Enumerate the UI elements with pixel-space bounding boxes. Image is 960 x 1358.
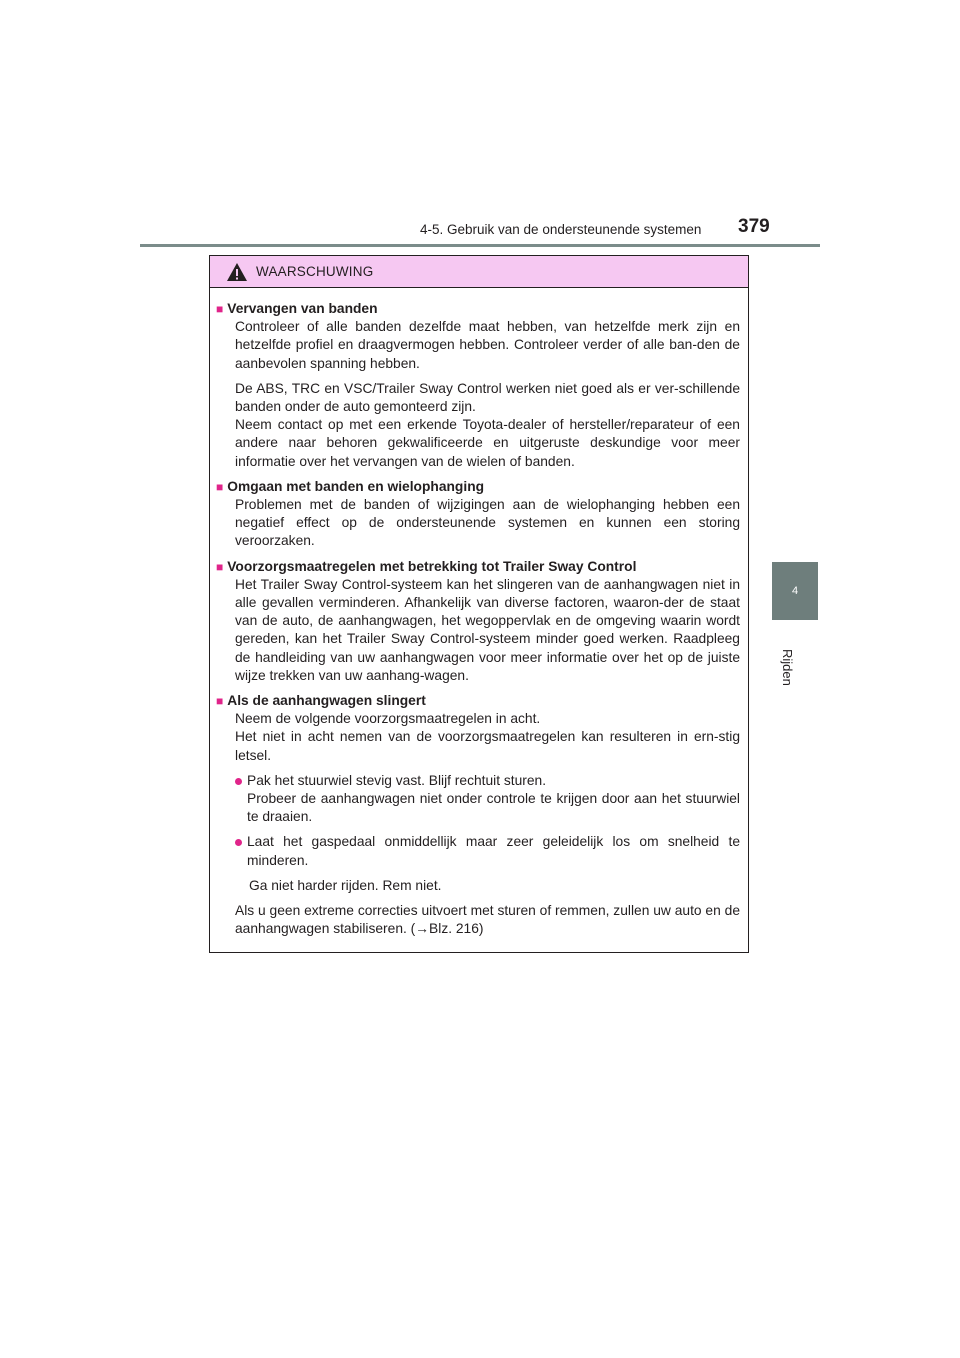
square-bullet-icon: ■ bbox=[216, 302, 224, 316]
section-tire-suspension bbox=[216, 478, 740, 551]
chapter-tab-label: Rijden bbox=[780, 649, 795, 686]
warning-content bbox=[210, 288, 748, 939]
chapter-header: 4-5. Gebruik van de ondersteunende systemen bbox=[420, 222, 702, 237]
chapter-tab: 4 bbox=[772, 562, 818, 620]
section-title: ■ Voorzorgsmaatregelen met betrekking tot Trailer Sway Control bbox=[216, 558, 740, 576]
section-title: ■ Als de aanhangwagen slingert bbox=[216, 692, 740, 710]
warning-triangle-icon bbox=[226, 262, 248, 282]
paragraph: Neem contact op met een erkende Toyota-dealer of hersteller/reparateur of een andere naar behoren gekwalificeerde en uitgeruste deskundige voor meer informatie over het vervangen van de wielen of banden. bbox=[235, 417, 740, 469]
list-item bbox=[235, 833, 740, 869]
warning-box bbox=[209, 255, 749, 953]
page-number: 379 bbox=[738, 216, 770, 237]
paragraph: Als u geen extreme correcties uitvoert met sturen of remmen, zullen uw auto en de aanhangwagen stabiliseren. (→Blz. 216) bbox=[235, 903, 740, 937]
warning-title: WAARSCHUWING bbox=[256, 264, 374, 279]
bullet-line: Laat het gaspedaal onmiddellijk maar zeer geleidelijk los om snelheid te minderen. bbox=[247, 834, 740, 868]
list-item bbox=[235, 772, 740, 827]
section-title: ■ Omgaan met banden en wielophanging bbox=[216, 478, 740, 496]
header-rule bbox=[140, 244, 820, 247]
paragraph: De ABS, TRC en VSC/Trailer Sway Control werken niet goed als er ver-schillende banden onder de auto gemonteerd zijn. bbox=[235, 380, 740, 415]
round-bullet-icon bbox=[235, 839, 242, 846]
section-trailer-swaying bbox=[216, 692, 740, 938]
warning-header bbox=[210, 256, 748, 288]
paragraph: Het niet in acht nemen van de voorzorgsmaatregelen kan resulteren in ern-stig letsel. bbox=[235, 729, 740, 763]
bullet-line: Probeer de aanhangwagen niet onder controle te krijgen door aan het stuurwiel te draaien. bbox=[247, 791, 740, 825]
square-bullet-icon: ■ bbox=[216, 559, 224, 574]
square-bullet-icon: ■ bbox=[216, 694, 224, 709]
paragraph: Ga niet harder rijden. Rem niet. bbox=[249, 877, 442, 893]
bullet-line: Pak het stuurwiel stevig vast. Blijf rechtuit sturen. bbox=[247, 772, 547, 788]
section-title: ■ Vervangen van banden bbox=[216, 300, 740, 318]
paragraph: Controleer of alle banden dezelfde maat hebben, van hetzelfde merk zijn en hetzelfde profiel en draagvermogen hebben. Controleer verder of alle ban-den de aanbevolen spanning hebben. bbox=[235, 319, 740, 371]
section-tire-replacement bbox=[216, 300, 740, 471]
paragraph: Het Trailer Sway Control-systeem kan het slingeren van de aanhangwagen niet in alle gevallen verminderen. Afhankelijk van diverse factoren, waaron-der de staat van de auto, de aanhangwagen, het wegoppervlak en de omgeving waarin wordt gereden, kan het Trailer Sway Control-systeem minder goed werken. Raadpleeg de handleiding van uw aanhangwagen voor meer informatie over het op de juiste wijze trekken van uw aanhang-wagen. bbox=[235, 576, 740, 683]
round-bullet-icon bbox=[235, 778, 242, 785]
section-trailer-sway-precautions bbox=[216, 558, 740, 685]
square-bullet-icon: ■ bbox=[216, 479, 224, 494]
paragraph: Neem de volgende voorzorgsmaatregelen in acht. bbox=[235, 711, 541, 727]
paragraph: Problemen met de banden of wijzigingen aan de wielophanging hebben een negatief effect op de ondersteunende systemen en kunnen een storing veroorzaken. bbox=[235, 497, 740, 549]
